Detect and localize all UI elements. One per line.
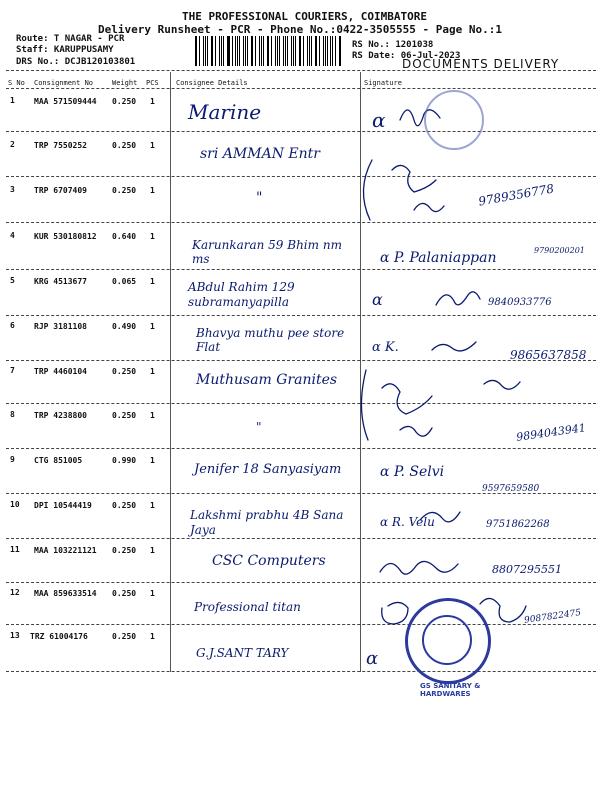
signature-scribble (400, 426, 432, 436)
row-pcs: 1 (150, 186, 155, 195)
phone-handwriting: 9597659580 (482, 484, 540, 494)
column-consignment: Consignment No (34, 79, 94, 87)
row-consignment-no: KUR 530180812 (34, 232, 97, 241)
row-consignment-no: MAA 859633514 (34, 589, 97, 598)
signature-handwriting: α (366, 648, 379, 669)
row-consignment-no: TRP 6707409 (34, 186, 87, 195)
rs-date: RS Date: 06-Jul-2023 (352, 51, 461, 61)
row-sno: 1 (10, 96, 15, 105)
row-weight: 0.250 (112, 501, 137, 510)
row-consignment-no: CTG 851005 (34, 456, 83, 465)
consignee-handwriting: " (256, 420, 262, 434)
signature-scribble (363, 160, 372, 220)
consignee-handwriting: Lakshmi prabhu 4B Sana Jaya (190, 508, 344, 537)
signature-scribble (382, 602, 408, 624)
row-weight: 0.250 (112, 97, 137, 106)
signature-handwriting: α K. (372, 340, 399, 355)
signature-scribble (484, 380, 520, 389)
signature-scribble (420, 512, 460, 522)
consignee-handwriting: Bhavya muthu pee store Flat (196, 326, 345, 354)
phone-handwriting: 8807295551 (492, 563, 562, 576)
row-weight: 0.250 (112, 141, 137, 150)
stamp-text: GS SANITARY & HARDWARES (420, 682, 481, 698)
row-sno: 8 (10, 410, 15, 419)
row-weight: 0.250 (112, 411, 137, 420)
consignee-handwriting: G.J.SANT TARY (196, 646, 289, 660)
row-consignment-no: RJP 3181108 (34, 322, 87, 331)
row-sno: 4 (10, 231, 15, 240)
row-sno: 11 (10, 545, 20, 554)
consignee-handwriting: CSC Computers (212, 553, 326, 569)
row-sno: 13 (10, 631, 20, 640)
row-pcs: 1 (150, 411, 155, 420)
row-pcs: 1 (150, 232, 155, 241)
row-sno: 6 (10, 321, 15, 330)
stamp-inner-ring (422, 615, 472, 665)
signature-handwriting: α P. Palaniappan (380, 250, 497, 266)
consignee-handwriting: Professional titan (194, 600, 301, 614)
rs-number: RS No.: 1201038 (352, 40, 434, 50)
signature-scribble (392, 165, 436, 192)
consignee-handwriting: Marine (188, 100, 262, 124)
phone-handwriting: 9751862268 (486, 519, 550, 530)
row-consignment-no: TRP 4238800 (34, 411, 87, 420)
phone-handwriting: 9865637858 (510, 348, 587, 362)
row-pcs: 1 (150, 632, 155, 641)
row-pcs: 1 (150, 501, 155, 510)
column-sno: S No (8, 79, 25, 87)
row-consignment-no: KRG 4513677 (34, 277, 87, 286)
row-sno: 3 (10, 185, 15, 194)
row-sno: 5 (10, 276, 15, 285)
row-consignment-no: MAA 103221121 (34, 546, 97, 555)
row-pcs: 1 (150, 322, 155, 331)
signature-handwriting: α (372, 290, 383, 309)
signature-handwriting: α P. Selvi (380, 464, 445, 480)
row-weight: 0.640 (112, 232, 137, 241)
row-sno: 2 (10, 140, 15, 149)
document-subtitle: Delivery Runsheet - PCR - Phone No.:0422-3505555 - Page No.:1 (98, 23, 502, 36)
row-sno: 9 (10, 455, 15, 464)
phone-handwriting: 9789356778 (477, 181, 555, 209)
staff-label: Staff: KARUPPUSAMY (16, 45, 114, 55)
row-pcs: 1 (150, 97, 155, 106)
drs-number: DRS No.: DCJB120103801 (16, 57, 136, 67)
round-seal (424, 90, 484, 150)
phone-handwriting: 9087822475 (523, 608, 582, 626)
signature-scribble (382, 384, 432, 414)
row-consignment-no: TRZ 61004176 (30, 632, 88, 641)
delivery-category: DOCUMENTS DELIVERY (402, 57, 560, 71)
row-pcs: 1 (150, 589, 155, 598)
column-signature: Signature (364, 79, 402, 87)
signature-scribble (380, 561, 458, 574)
route-label: Route: T NAGAR - PCR (16, 34, 125, 44)
row-weight: 0.250 (112, 589, 137, 598)
row-sno: 12 (10, 588, 20, 597)
phone-handwriting: 9894043941 (515, 421, 587, 444)
signature-scribble (436, 292, 480, 305)
row-sno: 7 (10, 366, 15, 375)
row-consignment-no: TRP 7550252 (34, 141, 87, 150)
column-pcs: PCS (146, 79, 159, 87)
row-weight: 0.250 (112, 546, 137, 555)
signature-scribble (361, 370, 368, 440)
phone-handwriting: 9790200201 (534, 246, 585, 255)
consignee-handwriting: sri AMMAN Entr (200, 146, 320, 162)
row-weight: 0.490 (112, 322, 137, 331)
row-pcs: 1 (150, 546, 155, 555)
consignee-handwriting: ABdul Rahim 129 subramanyapilla (188, 280, 295, 309)
row-consignment-no: TRP 4460104 (34, 367, 87, 376)
column-consignee: Consignee Details (176, 79, 248, 87)
company-stamp (405, 598, 491, 684)
row-weight: 0.250 (112, 367, 137, 376)
signature-scribble (432, 342, 476, 351)
row-sno: 10 (10, 500, 20, 509)
row-consignment-no: DPI 10544419 (34, 501, 92, 510)
row-consignment-no: MAA 571509444 (34, 97, 97, 106)
consignee-handwriting: Jenifer 18 Sanyasiyam (194, 462, 342, 477)
row-pcs: 1 (150, 456, 155, 465)
consignee-handwriting: Karunkaran 59 Bhim nm ms (192, 238, 342, 266)
consignee-handwriting: " (256, 190, 263, 206)
row-weight: 0.250 (112, 632, 137, 641)
row-pcs: 1 (150, 277, 155, 286)
row-pcs: 1 (150, 141, 155, 150)
row-pcs: 1 (150, 367, 155, 376)
signature-handwriting: α (372, 108, 386, 132)
column-weight: Weight (112, 79, 138, 87)
signature-scribble (480, 598, 526, 622)
row-weight: 0.065 (112, 277, 137, 286)
signature-scribble (414, 203, 444, 211)
consignee-handwriting: Muthusam Granites (196, 372, 338, 388)
row-weight: 0.990 (112, 456, 137, 465)
signature-handwriting: α R. Velu (380, 515, 435, 529)
row-weight: 0.250 (112, 186, 137, 195)
document-title: THE PROFESSIONAL COURIERS, COIMBATORE (182, 10, 428, 23)
phone-handwriting: 9840933776 (488, 297, 552, 308)
